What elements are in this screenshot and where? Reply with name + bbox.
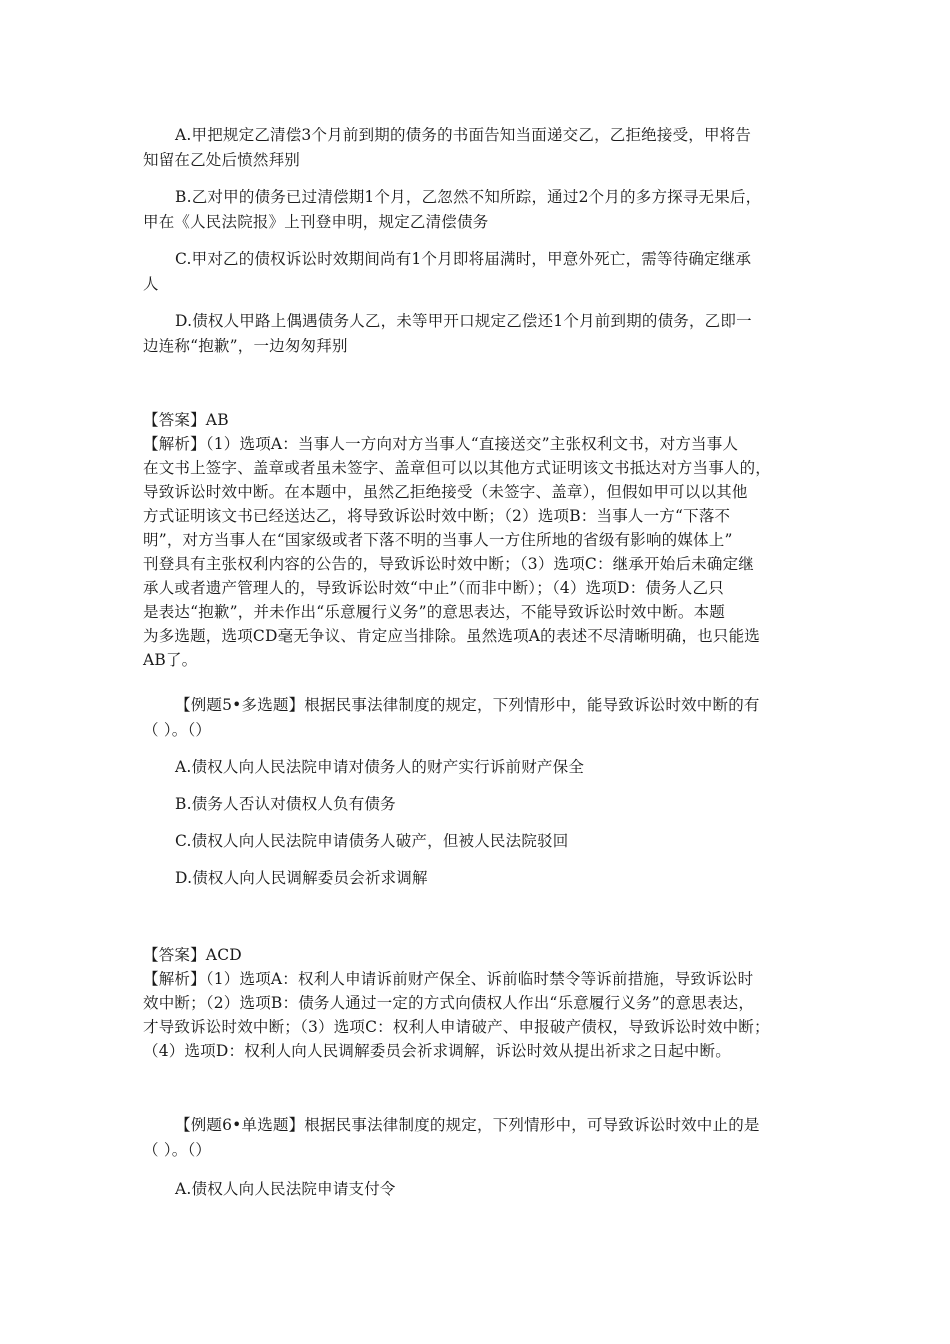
- q5-option-d: [143, 866, 815, 891]
- q4-option-c-line1: C.甲对乙的债权诉讼时效期间尚有1个月即将届满时，甲意外死亡，需等待确定继承: [175, 250, 752, 268]
- q5-option-a: [143, 755, 815, 780]
- q4-analysis-line: 【解析】（1）选项A：当事人一方向对方当事人“直接送交”主张权利文书，对方当事人: [143, 435, 739, 453]
- q4-option-d-line2: 边连称“抱歉”，一边匆匆拜别: [143, 337, 348, 355]
- q5-option-c-text: C.债权人向人民法院申请债务人破产，但被人民法院驳回: [175, 832, 569, 850]
- q6-question-line2: （ ）。（）: [143, 1141, 212, 1159]
- q4-analysis-line: 为多选题，选项CD毫无争议、肯定应当排除。虽然选项A的表述不尽清晰明确，也只能选: [143, 627, 760, 645]
- q4-option-a-line2: 知留在乙处后愤然拜别: [143, 151, 301, 169]
- q4-option-b-line2: 甲在《人民法院报》上刊登申明，规定乙清偿债务: [143, 213, 489, 231]
- q4-option-b-line1: B.乙对甲的债务已过清偿期1个月，乙忽然不知所踪，通过2个月的多方探寻无果后，: [175, 188, 762, 206]
- q6-question: [143, 1113, 815, 1163]
- q5-analysis-line: （4）选项D：权利人向人民调解委员会祈求调解，诉讼时效从提出祈求之日起中断。: [143, 1042, 731, 1060]
- q5-option-c: [143, 829, 815, 854]
- q6-option-a: [143, 1177, 815, 1202]
- q5-option-b: [143, 792, 815, 817]
- q4-option-b: [143, 185, 815, 235]
- q4-analysis-line: 刊登具有主张权利内容的公告的，导致诉讼时效中断；（3）选项C：继承开始后未确定继: [143, 555, 754, 573]
- q6-question-line1: 【例题6•单选题】根据民事法律制度的规定，下列情形中，可导致诉讼时效中止的是: [175, 1116, 760, 1134]
- q4-analysis-line: 在文书上签字、盖章或者虽未签字、盖章但可以以其他方式证明该文书抵达对方当事人的，: [143, 459, 772, 477]
- q5-analysis-line: 效中断；（2）选项B：债务人通过一定的方式向债权人作出“乐意履行义务”的意思表达，: [143, 994, 755, 1012]
- q4-option-a: [143, 123, 815, 173]
- q4-analysis-line: 承人或者遗产管理人的，导致诉讼时效“中止”（而非中断）；（4）选项D：债务人乙只: [143, 579, 724, 597]
- q5-answer: 【答案】ACD: [143, 946, 242, 964]
- q5-option-a-text: A.债权人向人民法院申请对债务人的财产实行诉前财产保全: [175, 758, 585, 776]
- q4-option-a-line1: A.甲把规定乙清偿3个月前到期的债务的书面告知当面递交乙，乙拒绝接受，甲将告: [175, 126, 752, 144]
- q4-analysis-line: 导致诉讼时效中断。在本题中，虽然乙拒绝接受（未签字、盖章），但假如甲可以以其他: [143, 483, 748, 501]
- q5-question-line1: 【例题5•多选题】根据民事法律制度的规定，下列情形中，能导致诉讼时效中断的有: [175, 696, 760, 714]
- q5-analysis-line: 才导致诉讼时效中断；（3）选项C：权利人申请破产、申报破产债权，导致诉讼时效中断；: [143, 1018, 770, 1036]
- q4-option-c-line2: 人: [143, 275, 159, 293]
- q4-analysis-line: 明”，对方当事人在“国家级或者下落不明的当事人一方住所地的省级有影响的媒体上”: [143, 531, 733, 549]
- q5-option-b-text: B.债务人否认对债权人负有债务: [175, 795, 396, 813]
- q5-analysis-line: 【解析】（1）选项A：权利人申请诉前财产保全、诉前临时禁令等诉前措施，导致诉讼时: [143, 970, 754, 988]
- q4-analysis-line: AB了。: [143, 651, 198, 669]
- q4-analysis-line: 是表达“抱歉”，并未作出“乐意履行义务”的意思表达，不能导致诉讼时效中断。本题: [143, 603, 725, 621]
- q4-option-d-line1: D.债权人甲路上偶遇债务人乙，未等甲开口规定乙偿还1个月前到期的债务，乙即一: [175, 312, 752, 330]
- q4-answer-section: [143, 408, 815, 672]
- q4-analysis-line: 方式证明该文书已经送达乙，将导致诉讼时效中断；（2）选项B：当事人一方“下落不: [143, 507, 731, 525]
- q5-option-d-text: D.债权人向人民调解委员会祈求调解: [175, 869, 428, 887]
- q4-option-c: [143, 247, 815, 297]
- q4-option-d: [143, 309, 815, 359]
- q5-question: [143, 693, 815, 743]
- q5-question-line2: （ ）。（）: [143, 721, 212, 739]
- q4-answer: 【答案】AB: [143, 411, 229, 429]
- q5-answer-section: [143, 943, 815, 1063]
- q6-option-a-text: A.债权人向人民法院申请支付令: [175, 1180, 396, 1198]
